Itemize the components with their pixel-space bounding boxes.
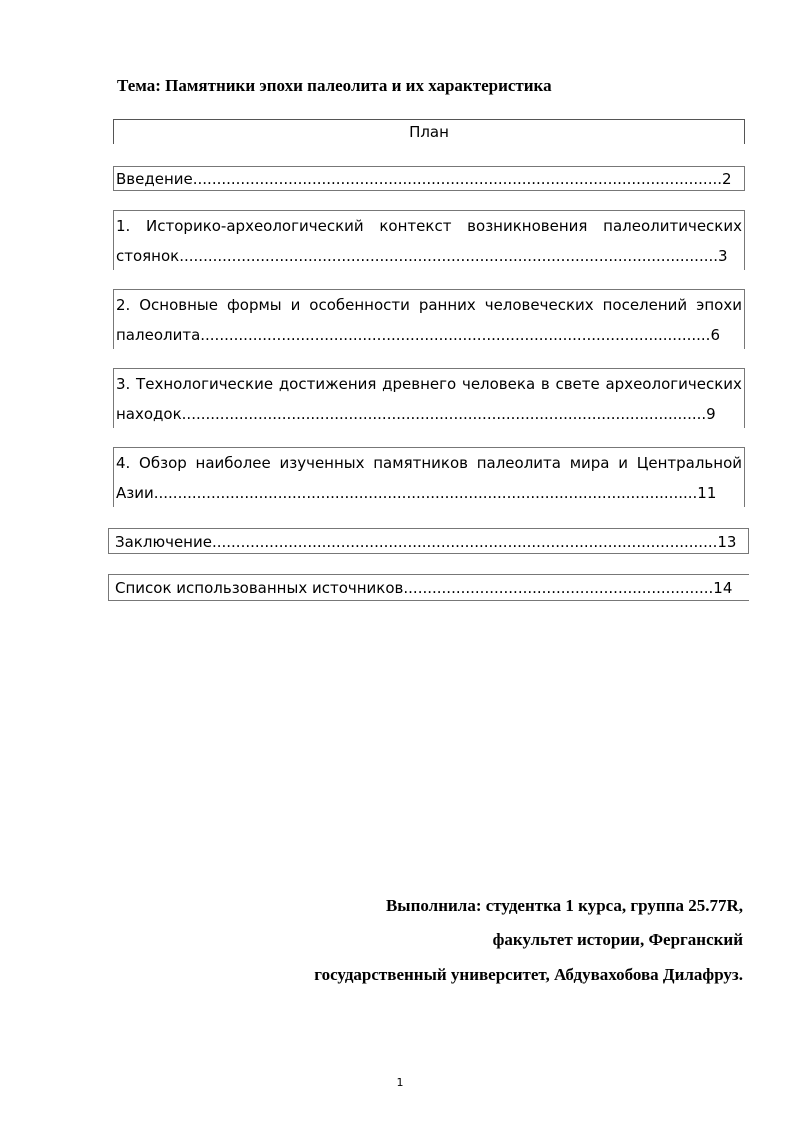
toc-word: человеческих [484,296,594,314]
toc-word: свете [555,375,600,393]
toc-entry-line2: палеолита...........................................................................................................6 [116,326,720,344]
toc-word: 2. [116,296,131,314]
toc-word: древнего [382,375,457,393]
toc-word: палеолитических [603,217,742,235]
toc-word: Технологические [136,375,274,393]
toc-word: наиболее [195,454,271,472]
toc-word: 4. [116,454,131,472]
toc-entry-line2: находок..............................................................................................................9 [116,405,716,423]
toc-word: возникновения [467,217,588,235]
author-line-1: Выполнила: студентка 1 курса, группа 25.77R, [385,896,743,915]
toc-item-section-1[interactable] [113,210,745,270]
toc-item-introduction[interactable] [113,166,745,191]
toc-word: палеолита [476,454,561,472]
toc-word: изученных [279,454,365,472]
toc-word: достижения [278,375,377,393]
author-line-2: факультет истории, Ферганский [492,930,743,949]
toc-item-section-2[interactable] [113,289,745,349]
toc-word: контекст [379,217,452,235]
toc-entry-line1 [116,448,742,478]
toc-word: особенности [309,296,410,314]
toc-word: человека [461,375,536,393]
toc-word: формы [226,296,282,314]
toc-word: Историко-археологический [146,217,364,235]
toc-entry-line2: Азии..................................................................................................................11 [116,484,717,502]
toc-word: Центральной [636,454,742,472]
document-title: Тема: Памятники эпохи палеолита и их характеристика [117,76,552,95]
toc-word: Основные [139,296,219,314]
toc-entry-text: Список использованных источников.................................................................14 [115,579,733,597]
author-line-3: государственный университет, Абдувахобова Дилафруз. [314,965,743,984]
toc-entry-text: Заключение..........................................................................................................13 [115,533,737,551]
toc-entry-text: Введение...............................................................................................................2 [116,170,732,188]
toc-word: в [540,375,550,393]
toc-word: 1. [116,217,131,235]
toc-item-conclusion[interactable] [108,528,749,554]
toc-item-section-3[interactable] [113,368,745,428]
toc-item-references[interactable] [108,574,749,601]
toc-item-section-4[interactable] [113,447,745,507]
toc-word: археологических [605,375,742,393]
toc-word: памятников [373,454,468,472]
page-number: 1 [396,1076,404,1089]
plan-heading: План [113,119,745,144]
toc-word: поселений [602,296,688,314]
toc-word: и [290,296,301,314]
toc-entry-line1 [116,290,742,320]
toc-entry-line1 [116,211,742,241]
toc-word: Обзор [139,454,187,472]
toc-word: 3. [116,375,131,393]
toc-word: мира [569,454,610,472]
toc-entry-line2: стоянок.................................................................................................................3 [116,247,728,265]
toc-entry-line1 [116,369,742,399]
toc-word: эпохи [696,296,742,314]
toc-word: и [618,454,628,472]
toc-word: ранних [418,296,476,314]
